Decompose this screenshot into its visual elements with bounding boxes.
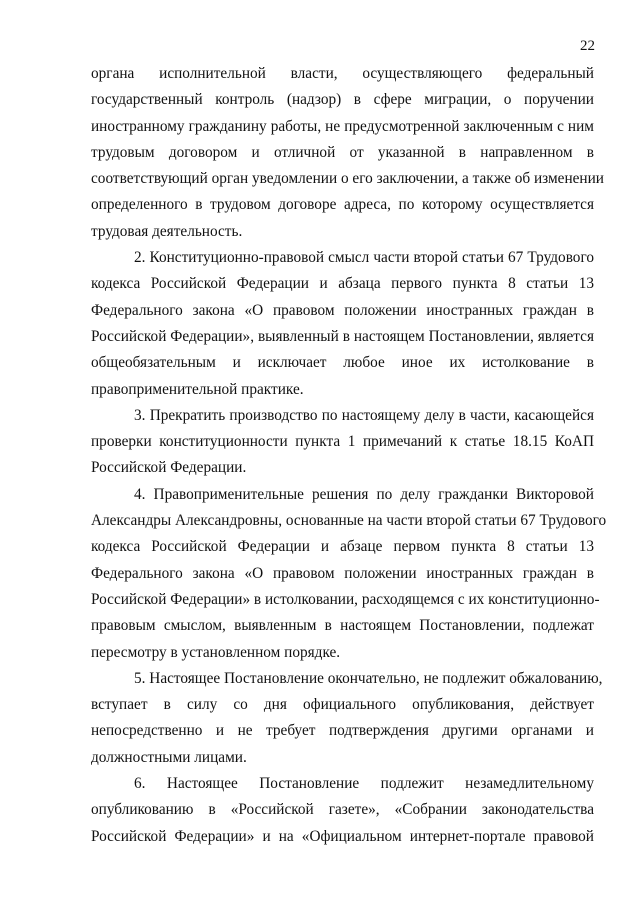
text-line: Российской Федерации» и на «Официальном интернет-портале правовой	[91, 827, 594, 845]
text-line: 6. Настоящее Постановление подлежит незамедлительному	[134, 775, 594, 793]
paragraph-1	[91, 61, 604, 245]
text-line: определенного в трудовом договоре адреса, по которому осуществляется	[91, 196, 594, 214]
text-line: Российской Федерации.	[91, 459, 247, 477]
text-line: непосредственно и не требует подтверждения другими органами и	[91, 722, 594, 740]
text-line: государственный контроль (надзор) в сфере миграции, о поручении	[91, 91, 594, 109]
text-line: Федерального закона «О правовом положении иностранных граждан в	[91, 564, 594, 582]
text-line: вступает в силу со дня официального опубликования, действует	[91, 696, 594, 714]
text-line: иностранному гражданину работы, не предусмотренной заключенным с ним	[91, 117, 594, 135]
text-line: трудовая деятельность.	[91, 222, 243, 240]
text-line: проверки конституционности пункта 1 примечаний к статье 18.15 КоАП	[91, 433, 594, 451]
page-number: 22	[580, 38, 595, 54]
text-line: опубликованию в «Российской газете», «Собрании законодательства	[91, 801, 594, 819]
document-body	[91, 61, 607, 850]
paragraph-4	[91, 482, 607, 666]
text-line: 5. Настоящее Постановление окончательно, не подлежит обжалованию,	[134, 669, 603, 687]
text-line: 2. Конституционно-правовой смысл части второй статьи 67 Трудового	[134, 249, 594, 267]
text-line: кодекса Российской Федерации и абзаце первом пункта 8 статьи 13	[91, 538, 594, 556]
text-line: трудовым договором и отличной от указанной в направленном в	[91, 143, 594, 161]
text-line: правовым смыслом, выявленным в настоящем Постановлении, подлежат	[91, 617, 594, 635]
text-line: Федерального закона «О правовом положении иностранных граждан в	[91, 301, 594, 319]
text-line: Российской Федерации», выявленный в настоящем Постановлении, является	[91, 327, 594, 345]
text-line: 3. Прекратить производство по настоящему делу в части, касающейся	[134, 406, 594, 424]
paragraph-3	[91, 403, 594, 482]
text-line: кодекса Российской Федерации и абзаца первого пункта 8 статьи 13	[91, 275, 594, 293]
text-line: пересмотру в установленном порядке.	[91, 643, 341, 661]
text-line: Александры Александровны, основанные на части второй статьи 67 Трудового	[91, 512, 607, 530]
text-line: должностными лицами.	[91, 748, 247, 766]
paragraph-6	[91, 771, 594, 850]
text-line: Российской Федерации» в истолковании, расходящемся с их конституционно-	[91, 590, 600, 608]
text-line: общеобязательным и исключает любое иное их истолкование в	[91, 354, 594, 372]
text-line: правоприменительной практике.	[91, 380, 304, 398]
paragraph-5	[91, 666, 603, 771]
text-line: органа исполнительной власти, осуществляющего федеральный	[91, 65, 594, 82]
text-line: 4. Правоприменительные решения по делу гражданки Викторовой	[134, 485, 594, 503]
text-line: соответствующий орган уведомлении о его заключении, а также об изменении	[91, 170, 604, 188]
paragraph-2	[91, 245, 594, 403]
